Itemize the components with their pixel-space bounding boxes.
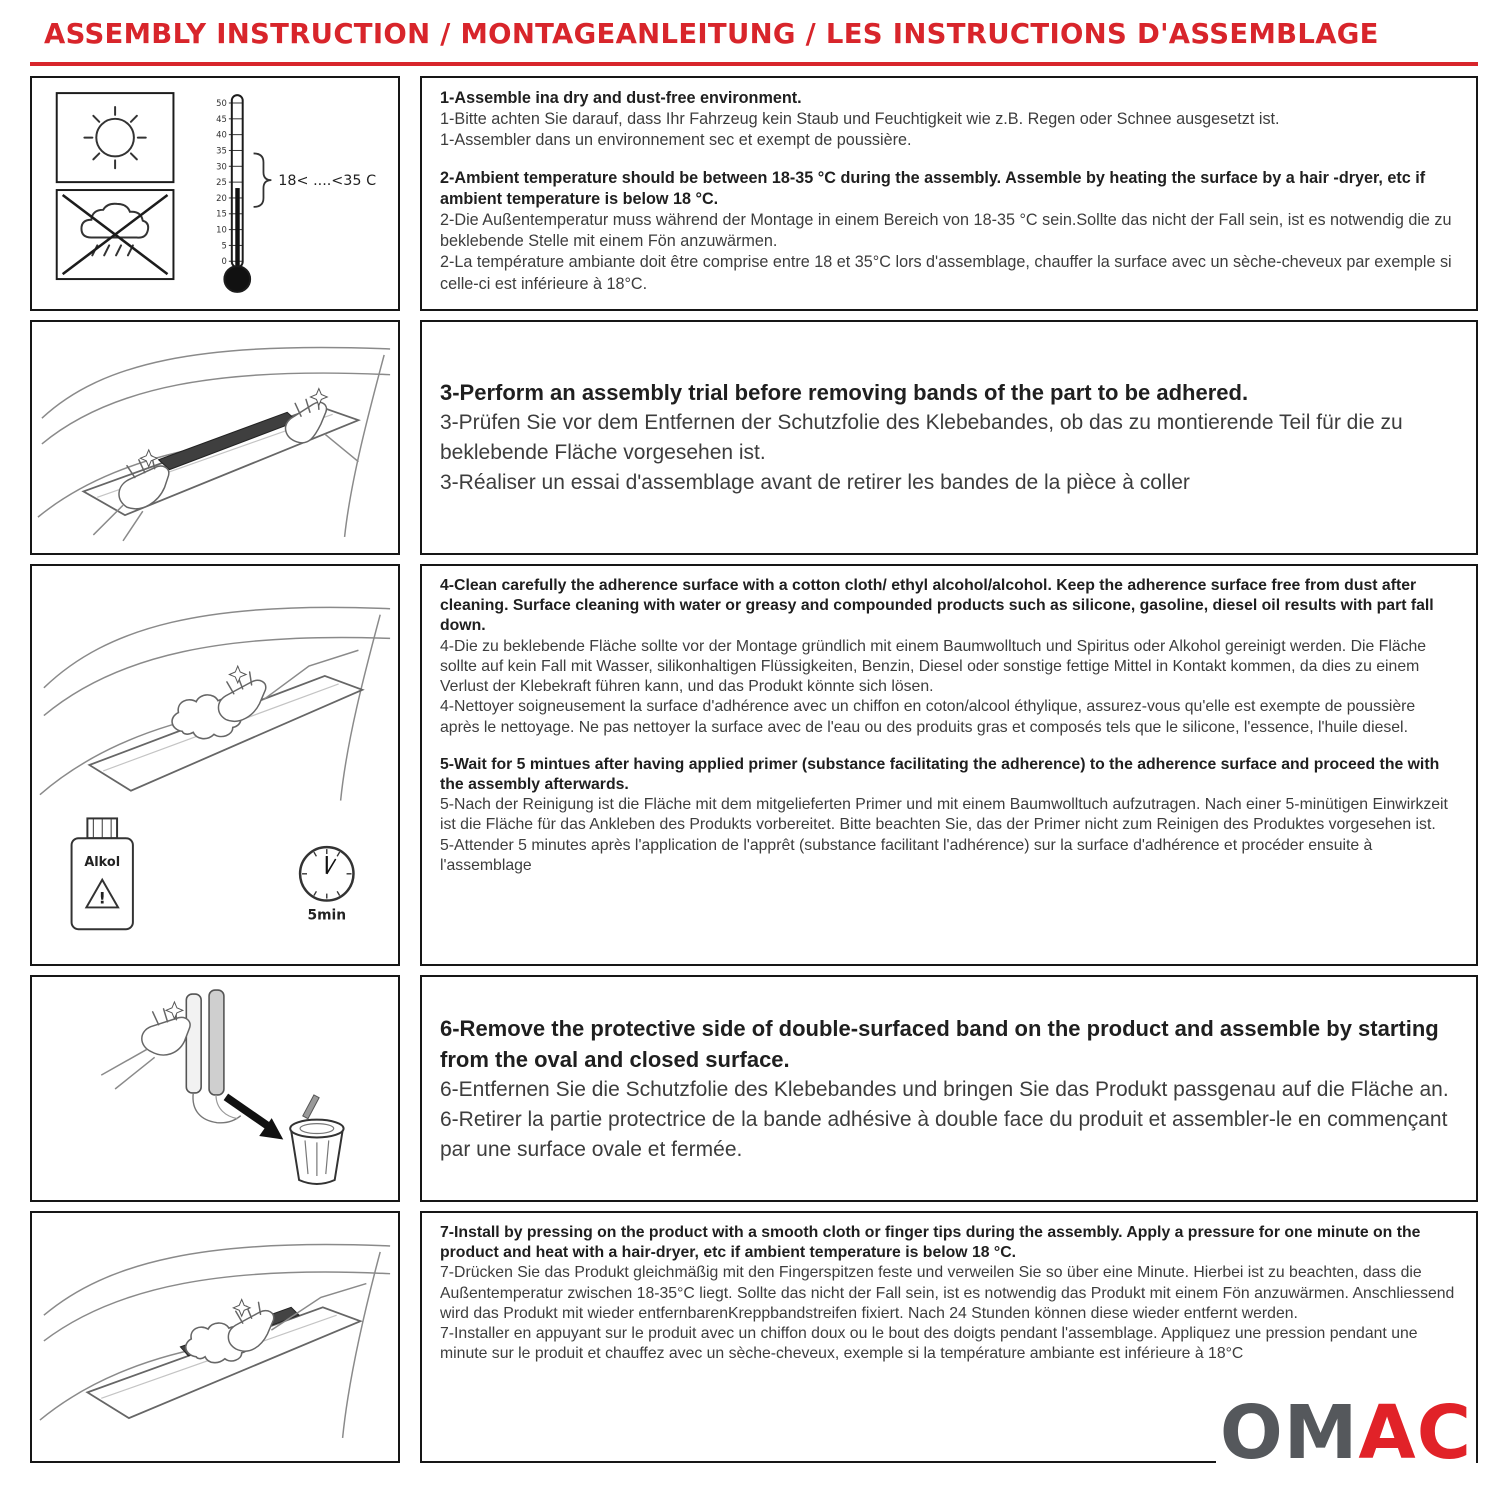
- step5-fr: 5-Attender 5 minutes après l'application de l'apprêt (substance facilitant l'adhérence) sur la surface d'adhérence et procéder ensuite à l'assemblage: [440, 836, 1373, 874]
- step3-de: 3-Prüfen Sie vor dem Entfernen der Schutzfolie des Klebebandes, ob das zu montierende Teil für die zu beklebende Fläche vorgesehen ist.: [440, 411, 1403, 465]
- svg-text:5: 5: [221, 240, 227, 251]
- alcohol-bottle-icon: [72, 818, 133, 929]
- step6-en: 6-Remove the protective side of double-surfaced band on the product and assemble by starting from the oval and closed surface.: [440, 1015, 1439, 1072]
- text-step-3: [420, 320, 1478, 555]
- step1-de: 1-Bitte achten Sie darauf, dass Ihr Fahrzeug kein Staub und Feuchtigkeit wie z.B. Regen oder Schnee ausgesetzt ist.: [440, 110, 1280, 129]
- svg-text:15: 15: [216, 208, 227, 219]
- omac-logo-red-letters: AC: [1358, 1390, 1472, 1476]
- step1-fr: 1-Assembler dans un environnement sec et exempt de poussière.: [440, 131, 912, 150]
- omac-logo-gray-letters: OM: [1219, 1390, 1359, 1476]
- step2-de: 2-Die Außentemperatur muss während der Montage in einem Bereich von 18-35 °C sein.Sollte das nicht der Fall sein, ist es notwendig die zu beklebende Stelle mit einem Fön anzuwärmen.: [440, 211, 1452, 251]
- step6-fr: 6-Retirer la partie protectrice de la bande adhésive à double face du produit et assembler-le en commençant par une surface ovale et fermée.: [440, 1107, 1448, 1161]
- illustration-trial-fit: [30, 320, 400, 555]
- bottle-label: Alkol: [84, 854, 121, 870]
- step1-en: 1-Assemble ina dry and dust-free environment.: [440, 89, 802, 107]
- step3-en: 3-Perform an assembly trial before removing bands of the part to be adhered.: [440, 380, 1249, 406]
- row-step-6: [30, 975, 1478, 1202]
- warning-icon: !: [98, 888, 106, 908]
- step7-de: 7-Drücken Sie das Produkt gleichmäßig mit den Fingerspitzen feste und verweilen Sie so über eine Minute. Hierbei ist zu beachten, dass die Außentemperatur zwischen 18-35°C liegt. Sollte das nicht der Fall sein, ist es notwendig das Produkt mit einem Fön anzuwärmen. Anschliessend wird das Produkt mit wieder entfernbarenKreppbandstreifen fixiert. Nach 24 Stunden können diese wieder entfernt werden.: [440, 1264, 1455, 1322]
- illustration-peel-band: [30, 975, 400, 1202]
- row-step-1-2: [30, 76, 1478, 311]
- step4-en: 4-Clean carefully the adherence surface with a cotton cloth/ ethyl alcohol/alcohol. Keep the adherence surface free from dust after cleaning. Surface cleaning with water or greasy and compounded products such as silicone, gasoline, diesel oil results with part fall down.: [440, 577, 1434, 635]
- hand-illustration: [101, 1007, 190, 1089]
- step4-de: 4-Die zu beklebende Fläche sollte vor der Montage gründlich mit einem Baumwolltuch und Spiritus oder Alkohol gereinigt werden. Die Fläche sollte auf kein Fall mit Wasser, silikonhaltigen Flüssigkeiten, Benzin, Diesel oder sonstige fettige Mittel in Kontakt kommen, da dies zu einem Verlust der Klebekraft führen kann, und das Produkt könnte sich lösen.: [440, 637, 1427, 696]
- page-title: ASSEMBLY INSTRUCTION / MONTAGEANLEITUNG / LES INSTRUCTIONS D'ASSEMBLAGE: [44, 18, 1379, 50]
- sparkle-icon: [233, 1299, 250, 1316]
- instruction-rows: [30, 76, 1478, 1463]
- omac-logo: [1216, 1390, 1476, 1476]
- svg-text:10: 10: [216, 224, 227, 235]
- trash-can-icon: [290, 1095, 343, 1184]
- illustration-environment: [30, 76, 400, 311]
- svg-text:20: 20: [216, 192, 227, 203]
- svg-text:45: 45: [216, 113, 227, 124]
- step4-fr: 4-Nettoyer soigneusement la surface d'adhérence avec un chiffon en coton/alcool éthylique, assurez-vous qu'elle est exempte de poussière après le nettoyage. Ne pas nettoyer la surface avec de l'eau ou des produits gras et composés tels que le silicone, l'essence, l'huile diesel.: [440, 698, 1416, 736]
- step2-en: 2-Ambient temperature should be between 18-35 °C during the assembly. Assemble by heating the surface by a hair -dryer, etc if ambient temperature is below 18 °C.: [440, 169, 1426, 209]
- svg-text:35: 35: [216, 145, 227, 156]
- sparkle-icon: [166, 1002, 183, 1019]
- sparkle-icon: [229, 666, 246, 683]
- clock-label: 5min: [307, 907, 347, 924]
- row-step-4-5: [30, 564, 1478, 966]
- title-bar: [30, 10, 1478, 66]
- step5-en: 5-Wait for 5 mintues after having applied primer (substance facilitating the adherence) to the adherence surface and proceed the with the assembly afterwards.: [440, 755, 1440, 793]
- temperature-range-label: 18< ....<35 C: [278, 173, 377, 190]
- svg-text:25: 25: [216, 177, 227, 188]
- text-step-4-5: [420, 564, 1478, 966]
- svg-text:40: 40: [216, 129, 227, 140]
- row-step-3: [30, 320, 1478, 555]
- range-brace: [254, 153, 272, 206]
- step2-fr: 2-La température ambiante doit être comprise entre 18 et 35°C lors d'assemblage, chauffer la surface avec un sèche-cheveux par exemple si celle-ci est inférieure à 18°C.: [440, 253, 1452, 293]
- svg-text:30: 30: [216, 161, 227, 172]
- clock-icon: [300, 847, 353, 923]
- step7-en: 7-Install by pressing on the product with a smooth cloth or finger tips during the assembly. Apply a pressure for one minute on the product and heat with a hair-dryer, etc if ambient temperature is below 18 °C.: [440, 1224, 1421, 1262]
- sun-icon: [57, 93, 174, 182]
- illustration-press-install: [30, 1211, 400, 1463]
- no-rain-icon: [57, 190, 174, 279]
- step7-fr: 7-Installer en appuyant sur le produit avec un chiffon doux ou le bout des doigts pendant l'assemblage. Appliquez une pression pendant une minute sur le produit et chauffez avec un sèche-cheveux, exemple si la température ambiante est inférieure à 18°C: [440, 1325, 1418, 1363]
- step5-de: 5-Nach der Reinigung ist die Fläche mit dem mitgelieferten Primer und mit einem Baumwolltuch aufzutragen. Nach einer 5-minütigen Einwirkzeit ist die Fläche für das Ankleben des Produkts vorbereitet. Bitte beachten Sie, das der Primer nicht zum Reinigen des Produktes vorgesehen ist.: [440, 796, 1448, 834]
- svg-text:0: 0: [221, 256, 227, 267]
- svg-text:50: 50: [216, 97, 227, 108]
- sparkle-icon: [140, 450, 157, 467]
- step6-de: 6-Entfernen Sie die Schutzfolie des Klebebandes und bringen Sie das Produkt passgenau auf die Fläche an.: [440, 1078, 1449, 1102]
- step3-fr: 3-Réaliser un essai d'assemblage avant de retirer les bandes de la pièce à coller: [440, 471, 1190, 495]
- text-step-6: [420, 975, 1478, 1202]
- illustration-cleaning: [30, 564, 400, 966]
- thermometer-icon: [216, 95, 250, 292]
- sparkle-icon: [310, 389, 327, 406]
- text-step-1-2: [420, 76, 1478, 311]
